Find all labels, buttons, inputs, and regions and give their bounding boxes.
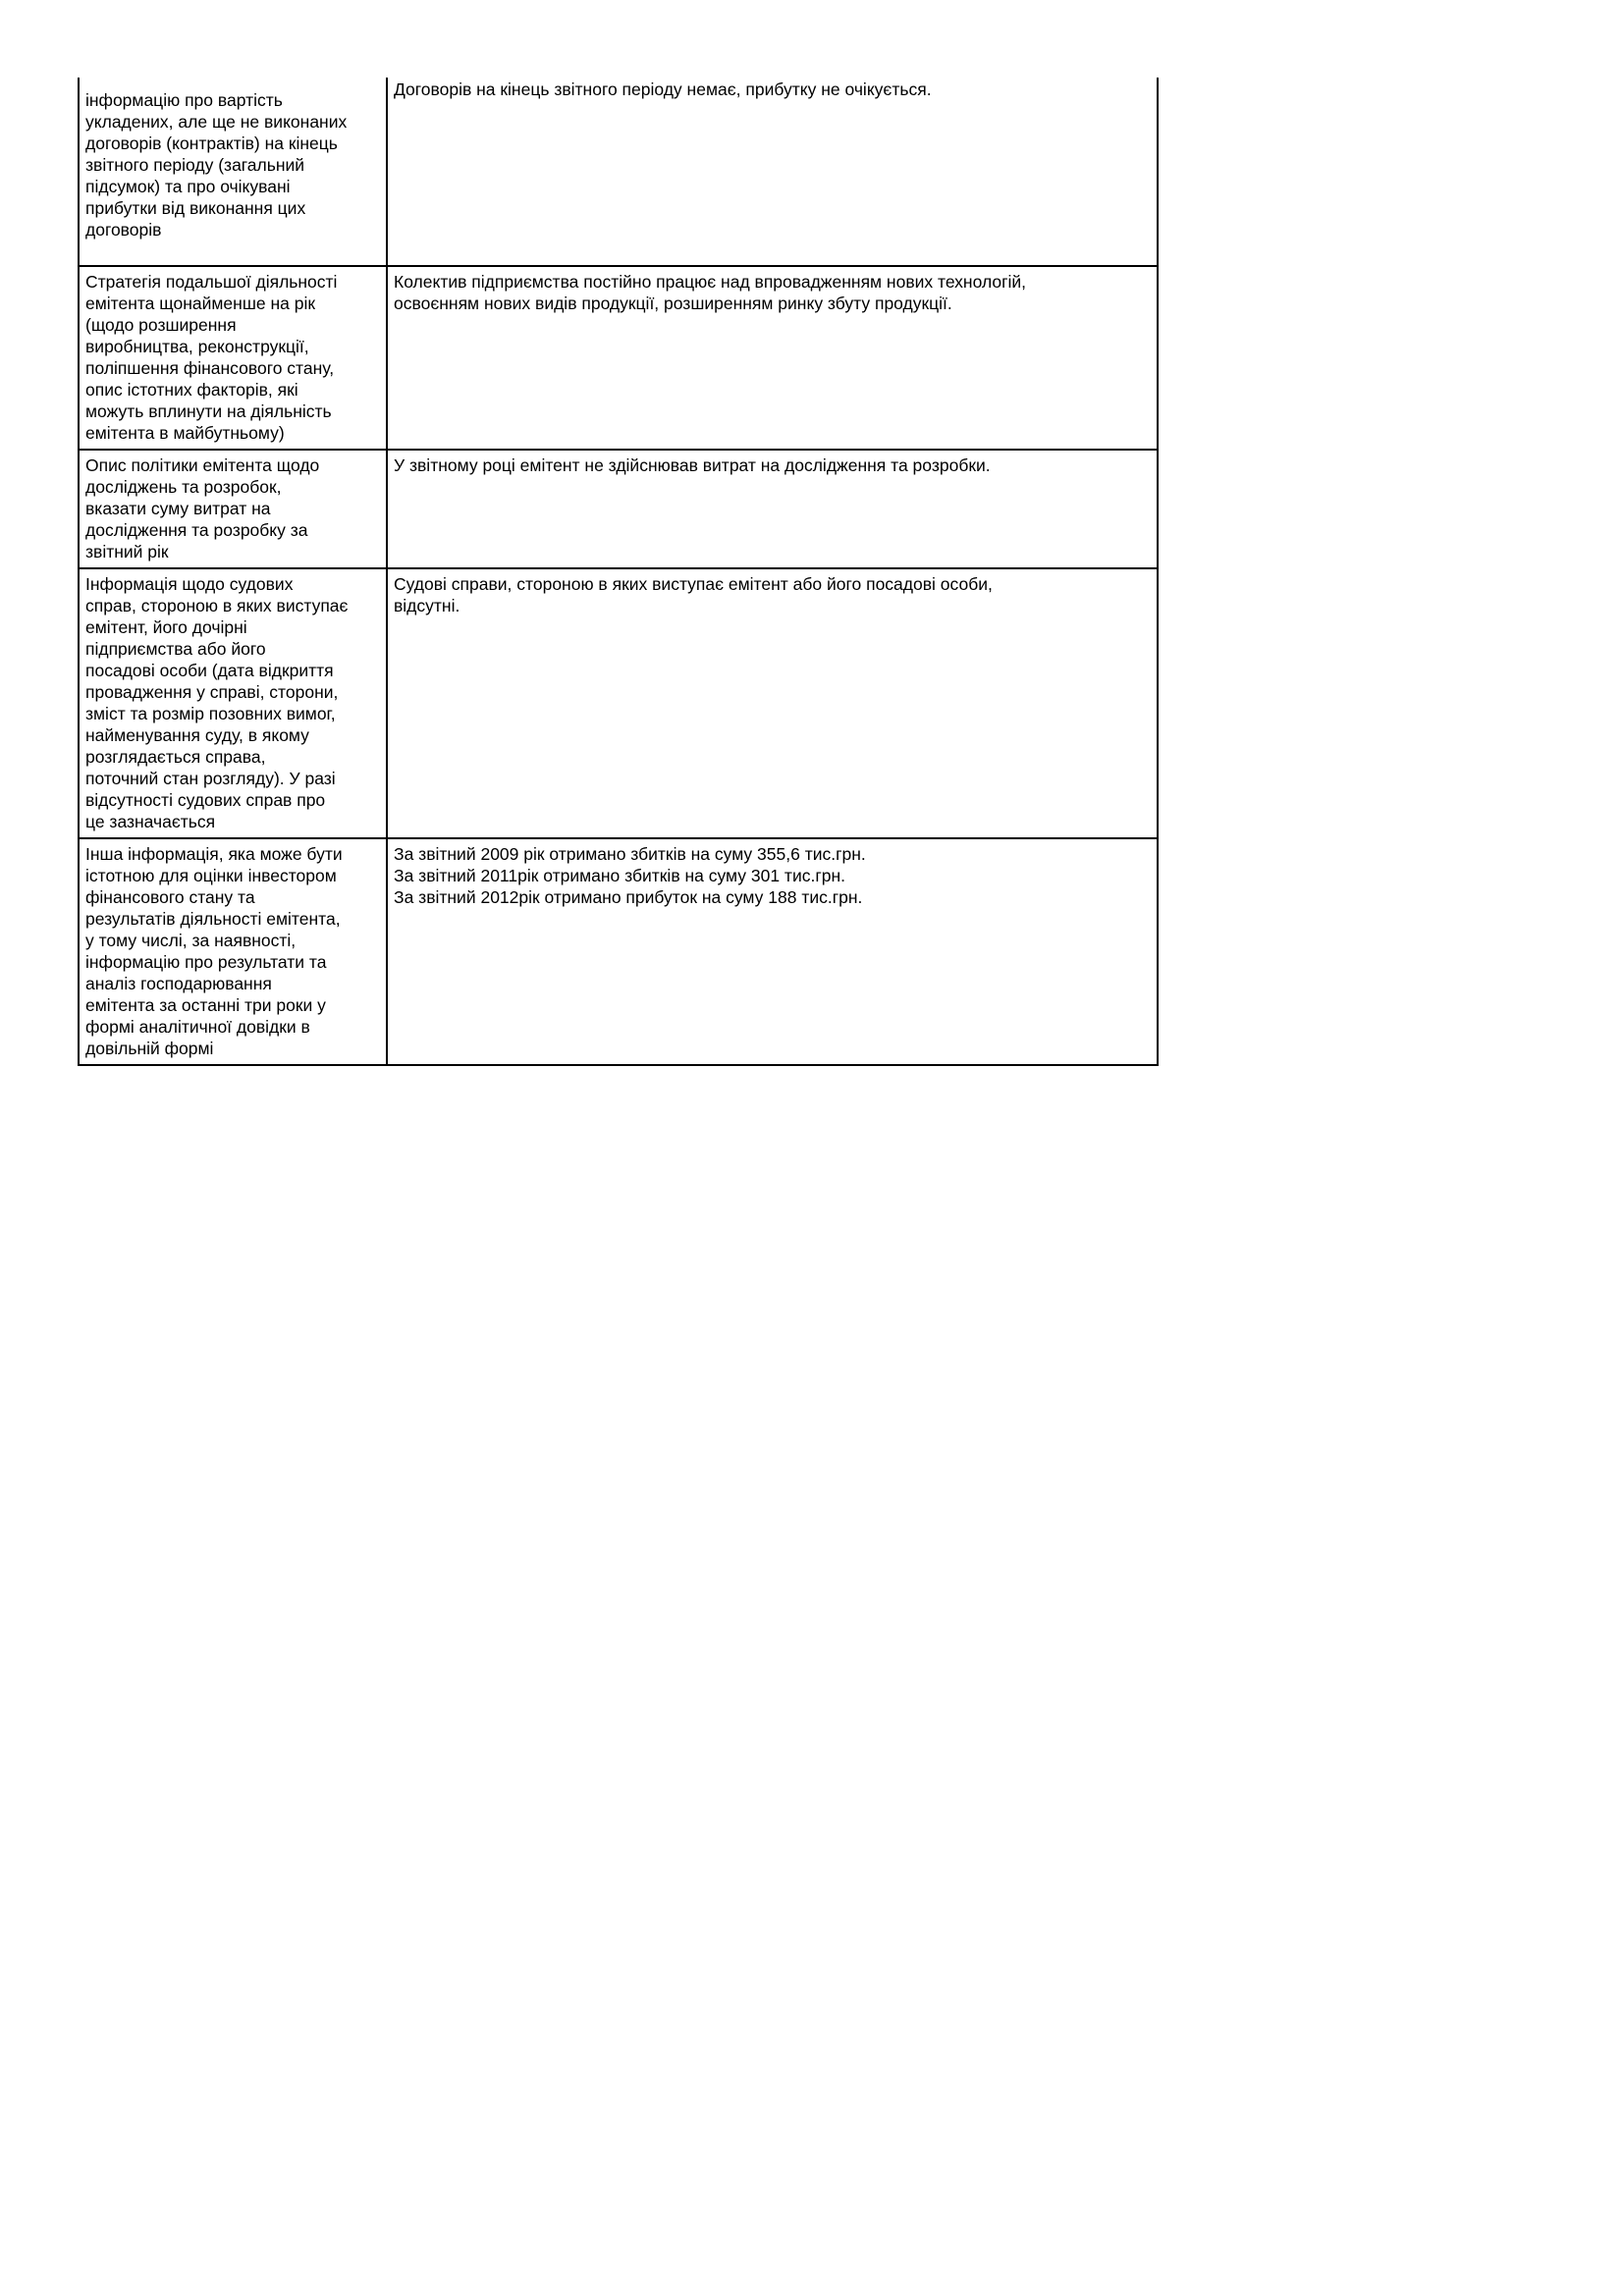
table-row — [79, 568, 1158, 838]
row-value-cell — [387, 78, 1158, 266]
table-row — [79, 450, 1158, 568]
row-label-cell: Стратегія подальшої діяльності емітента щонайменше на рік (щодо розширення виробництва, реконструкції, поліпшення фінансового стану, опис істотних факторів, які можуть вплинути на діяльність емітента в майбутньому) — [79, 266, 387, 450]
row-label-cell: Інша інформація, яка може бути істотною для оцінки інвестором фінансового стану та результатів діяльності емітента, у тому числі, за наявності, інформацію про результати та аналіз господарювання емітента за останні три роки у формі аналітичної довідки в довільній формі — [79, 838, 387, 1065]
row-label-text: інформацію про вартість укладених, але ще не виконаних договорів (контрактів) на кінець звітного періоду (загальний підсумок) та про очікувані прибутки від виконання цих договорів — [85, 90, 348, 240]
row-value-text: Договорів на кінець звітного періоду немає, прибутку не очікується. — [394, 80, 932, 99]
row-value-cell: Судові справи, стороною в яких виступає емітент або його посадові особи, відсутні. — [387, 568, 1158, 838]
row-value-cell: Колектив підприємства постійно працює над впровадженням нових технологій, освоєнням нових видів продукції, розширенням ринку збуту продукції. — [387, 266, 1158, 450]
table-row — [79, 78, 1158, 266]
row-value-cell: За звітний 2009 рік отримано збитків на суму 355,6 тис.грн. За звітний 2011рік отримано збитків на суму 301 тис.грн. За звітний 2012рік отримано прибуток на суму 188 тис.грн. — [387, 838, 1158, 1065]
table-row — [79, 838, 1158, 1065]
report-table — [78, 78, 1159, 1066]
row-label-cell: Опис політики емітента щодо досліджень та розробок, вказати суму витрат на дослідження та розробку за звітний рік — [79, 450, 387, 568]
row-value-cell: У звітному році емітент не здійснював витрат на дослідження та розробки. — [387, 450, 1158, 568]
row-label-cell: Інформація щодо судових справ, стороною в яких виступає емітент, його дочірні підприємства або його посадові особи (дата відкриття провадження у справі, сторони, зміст та розмір позовних вимог, найменування суду, в якому розглядається справа, поточний стан розгляду). У разі відсутності судових справ про це зазначається — [79, 568, 387, 838]
row-label-cell — [79, 78, 387, 266]
table-row — [79, 266, 1158, 450]
